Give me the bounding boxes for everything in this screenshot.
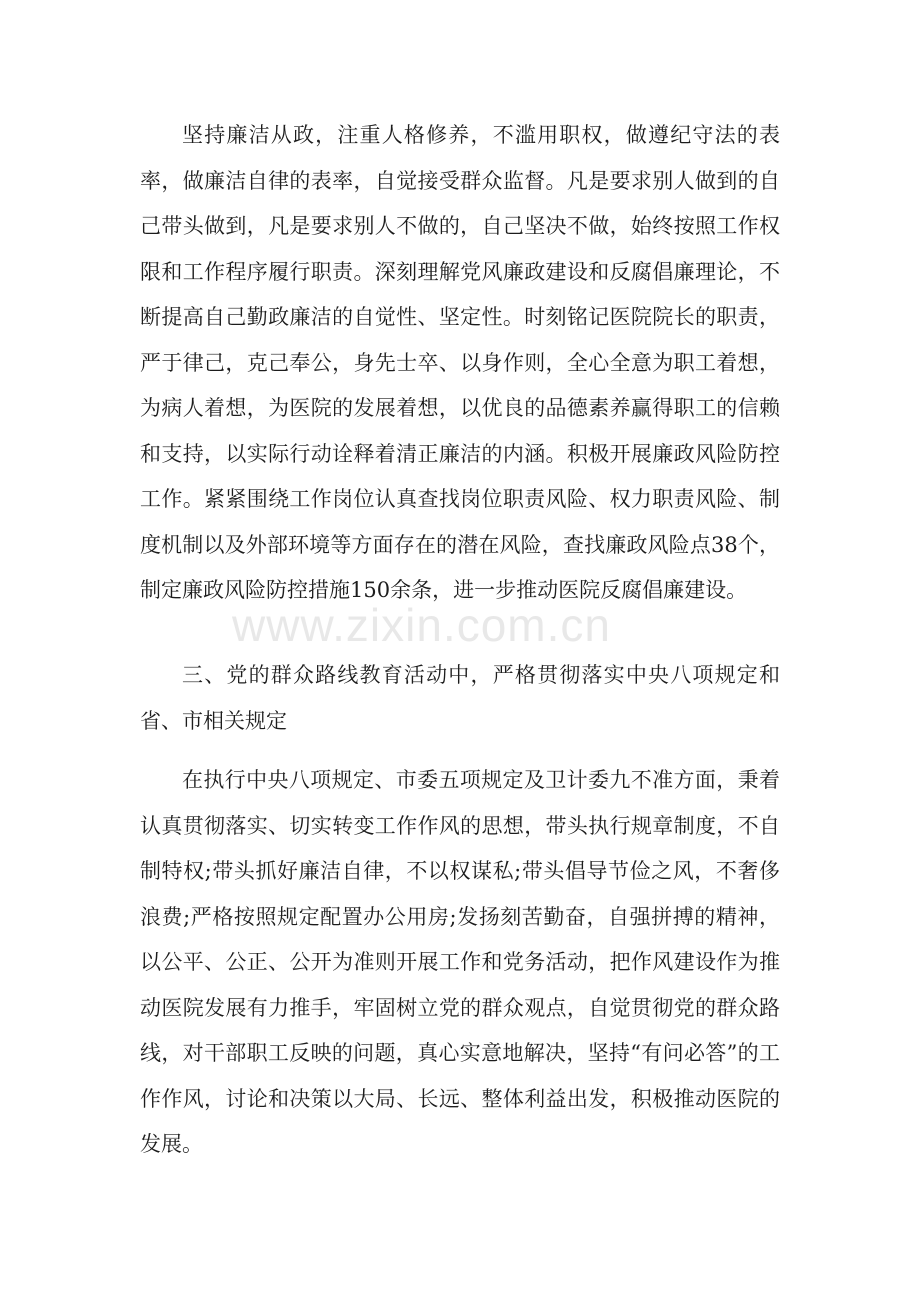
site-watermark: www.zixin.com.cn (232, 599, 611, 651)
body-paragraph-eight-rules: 在执行中央八项规定、市委五项规定及卫计委九不准方面，秉着认真贯彻落实、切实转变工作作风的思想，带头执行规章制度，不自制特权;带头抓好廉洁自律，不以权谋私;带头倡导节俭之风，不奢侈浪费;严格按照规定配置办公用房;发扬刻苦勤奋，自强拼搏的精神，以公平、公正、公开为准则开展工作和党务活动，把作风建设作为推动医院发展有力推手，牢固树立党的群众观点，自觉贯彻党的群众路线，对干部职工反映的问题，真心实意地解决，坚持“有问必答”的工作作风，讨论和决策以大局、长远、整体利益出发，积极推动医院的发展。 (140, 768, 780, 1156)
section-heading-mass-line: 三、党的群众路线教育活动中，严格贯彻落实中央八项规定和省、市相关规定 (140, 663, 780, 733)
body-paragraph-integrity: 坚持廉洁从政，注重人格修养，不滥用职权，做遵纪守法的表率，做廉洁自律的表率，自觉接受群众监督。凡是要求别人做到的自己带头做到，凡是要求别人不做的，自己坚决不做，始终按照工作权限和工作程序履行职责。深刻理解党风廉政建设和反腐倡廉理论，不断提高自己勤政廉洁的自觉性、坚定性。时刻铭记医院院长的职责，严于律己，克己奉公，身先士卒、以身作则，全心全意为职工着想，为病人着想，为医院的发展着想，以优良的品德素养赢得职工的信赖和支持，以实际行动诠释着清正廉洁的内涵。积极开展廉政风险防控工作。紧紧围绕工作岗位认真查找岗位职责风险、权力职责风险、制度机制以及外部环境等方面存在的潜在风险，查找廉政风险点38个，制定廉政风险防控措施150余条，进一步推动医院反腐倡廉建设。 (140, 123, 780, 602)
